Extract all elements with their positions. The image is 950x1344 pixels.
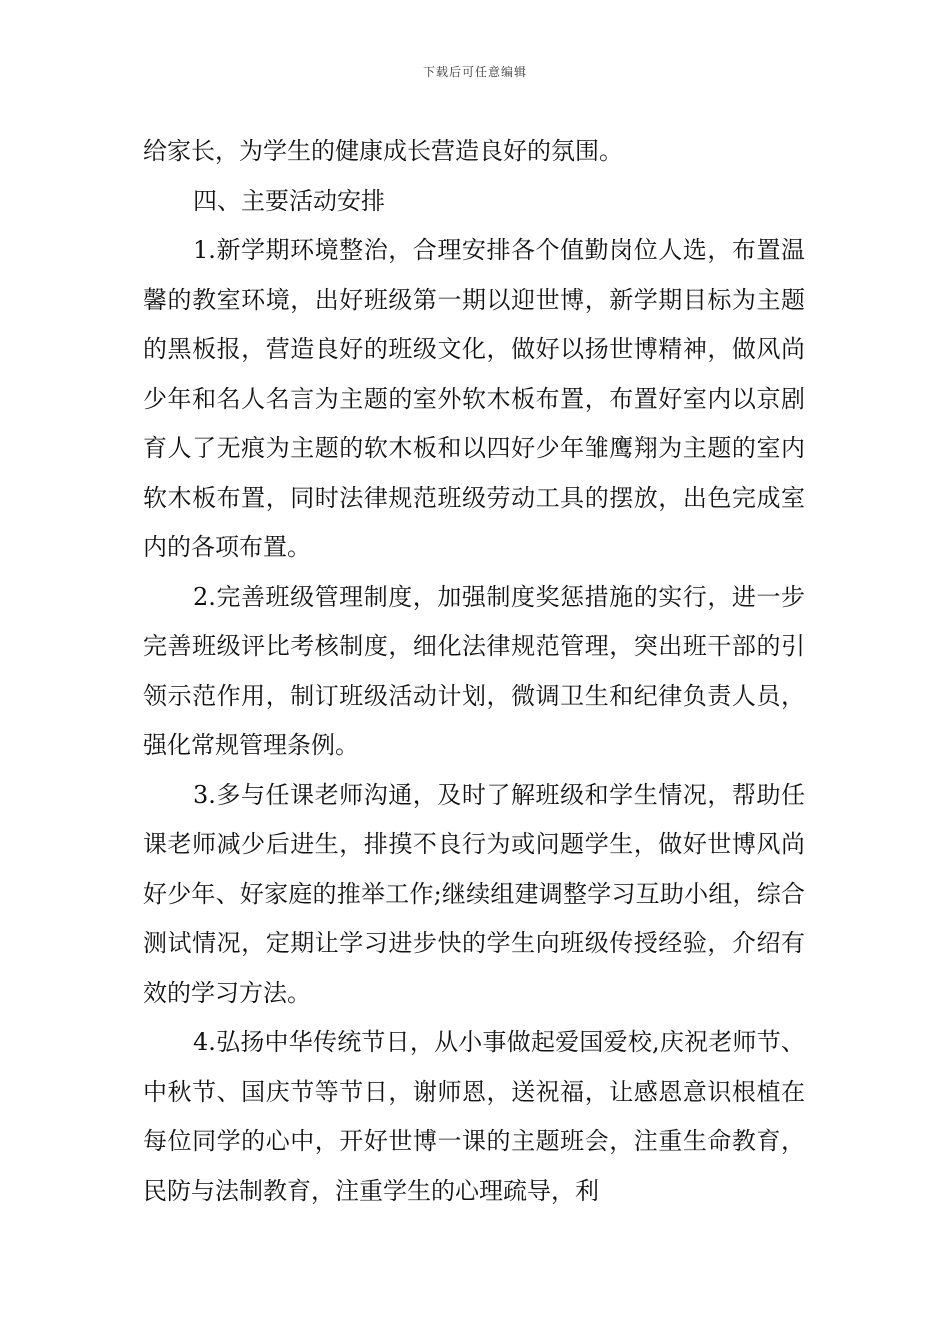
paragraph-item-2: 2.完善班级管理制度，加强制度奖惩措施的实行，进一步完善班级评比考核制度，细化法律规范管理，突出班干部的引领示范作用，制订班级活动计划，微调卫生和纪律负责人员，强化常规管理条例。: [143, 582, 805, 759]
section-heading: 四、主要活动安排: [193, 186, 385, 215]
document-body: [143, 127, 805, 1216]
paragraph-item-4: 4.弘扬中华传统节日，从小事做起爱国爱校,庆祝老师节、中秋节、国庆节等节日，谢师恩，送祝福，让感恩意识根植在每位同学的心中，开好世博一课的主题班会，注重生命教育，民防与法制教育，注重学生的心理疏导，利: [143, 1028, 805, 1205]
paragraph-item-3: 3.多与任课老师沟通，及时了解班级和学生情况，帮助任课老师减少后进生，排摸不良行为或问题学生，做好世博风尚好少年、好家庭的推举工作;继续组建调整学习互助小组，综合测试情况，定期让学习进步快的学生向班级传授经验，介绍有效的学习方法。: [143, 780, 805, 1007]
page-header: 下载后可任意编辑: [422, 65, 527, 79]
paragraph-item-1: 1.新学期环境整治，合理安排各个值勤岗位人选，布置温馨的教室环境，出好班级第一期以迎世博，新学期目标为主题的黑板报，营造良好的班级文化，做好以扬世博精神，做风尚少年和名人名言为主题的室外软木板布置，布置好室内以京剧育人了无痕为主题的软木板和以四好少年雏鹰翔为主题的室内软木板布置，同时法律规范班级劳动工具的摆放，出色完成室内的各项布置。: [143, 236, 805, 561]
paragraph-continuation: 给家长，为学生的健康成长营造良好的氛围。: [143, 137, 623, 165]
